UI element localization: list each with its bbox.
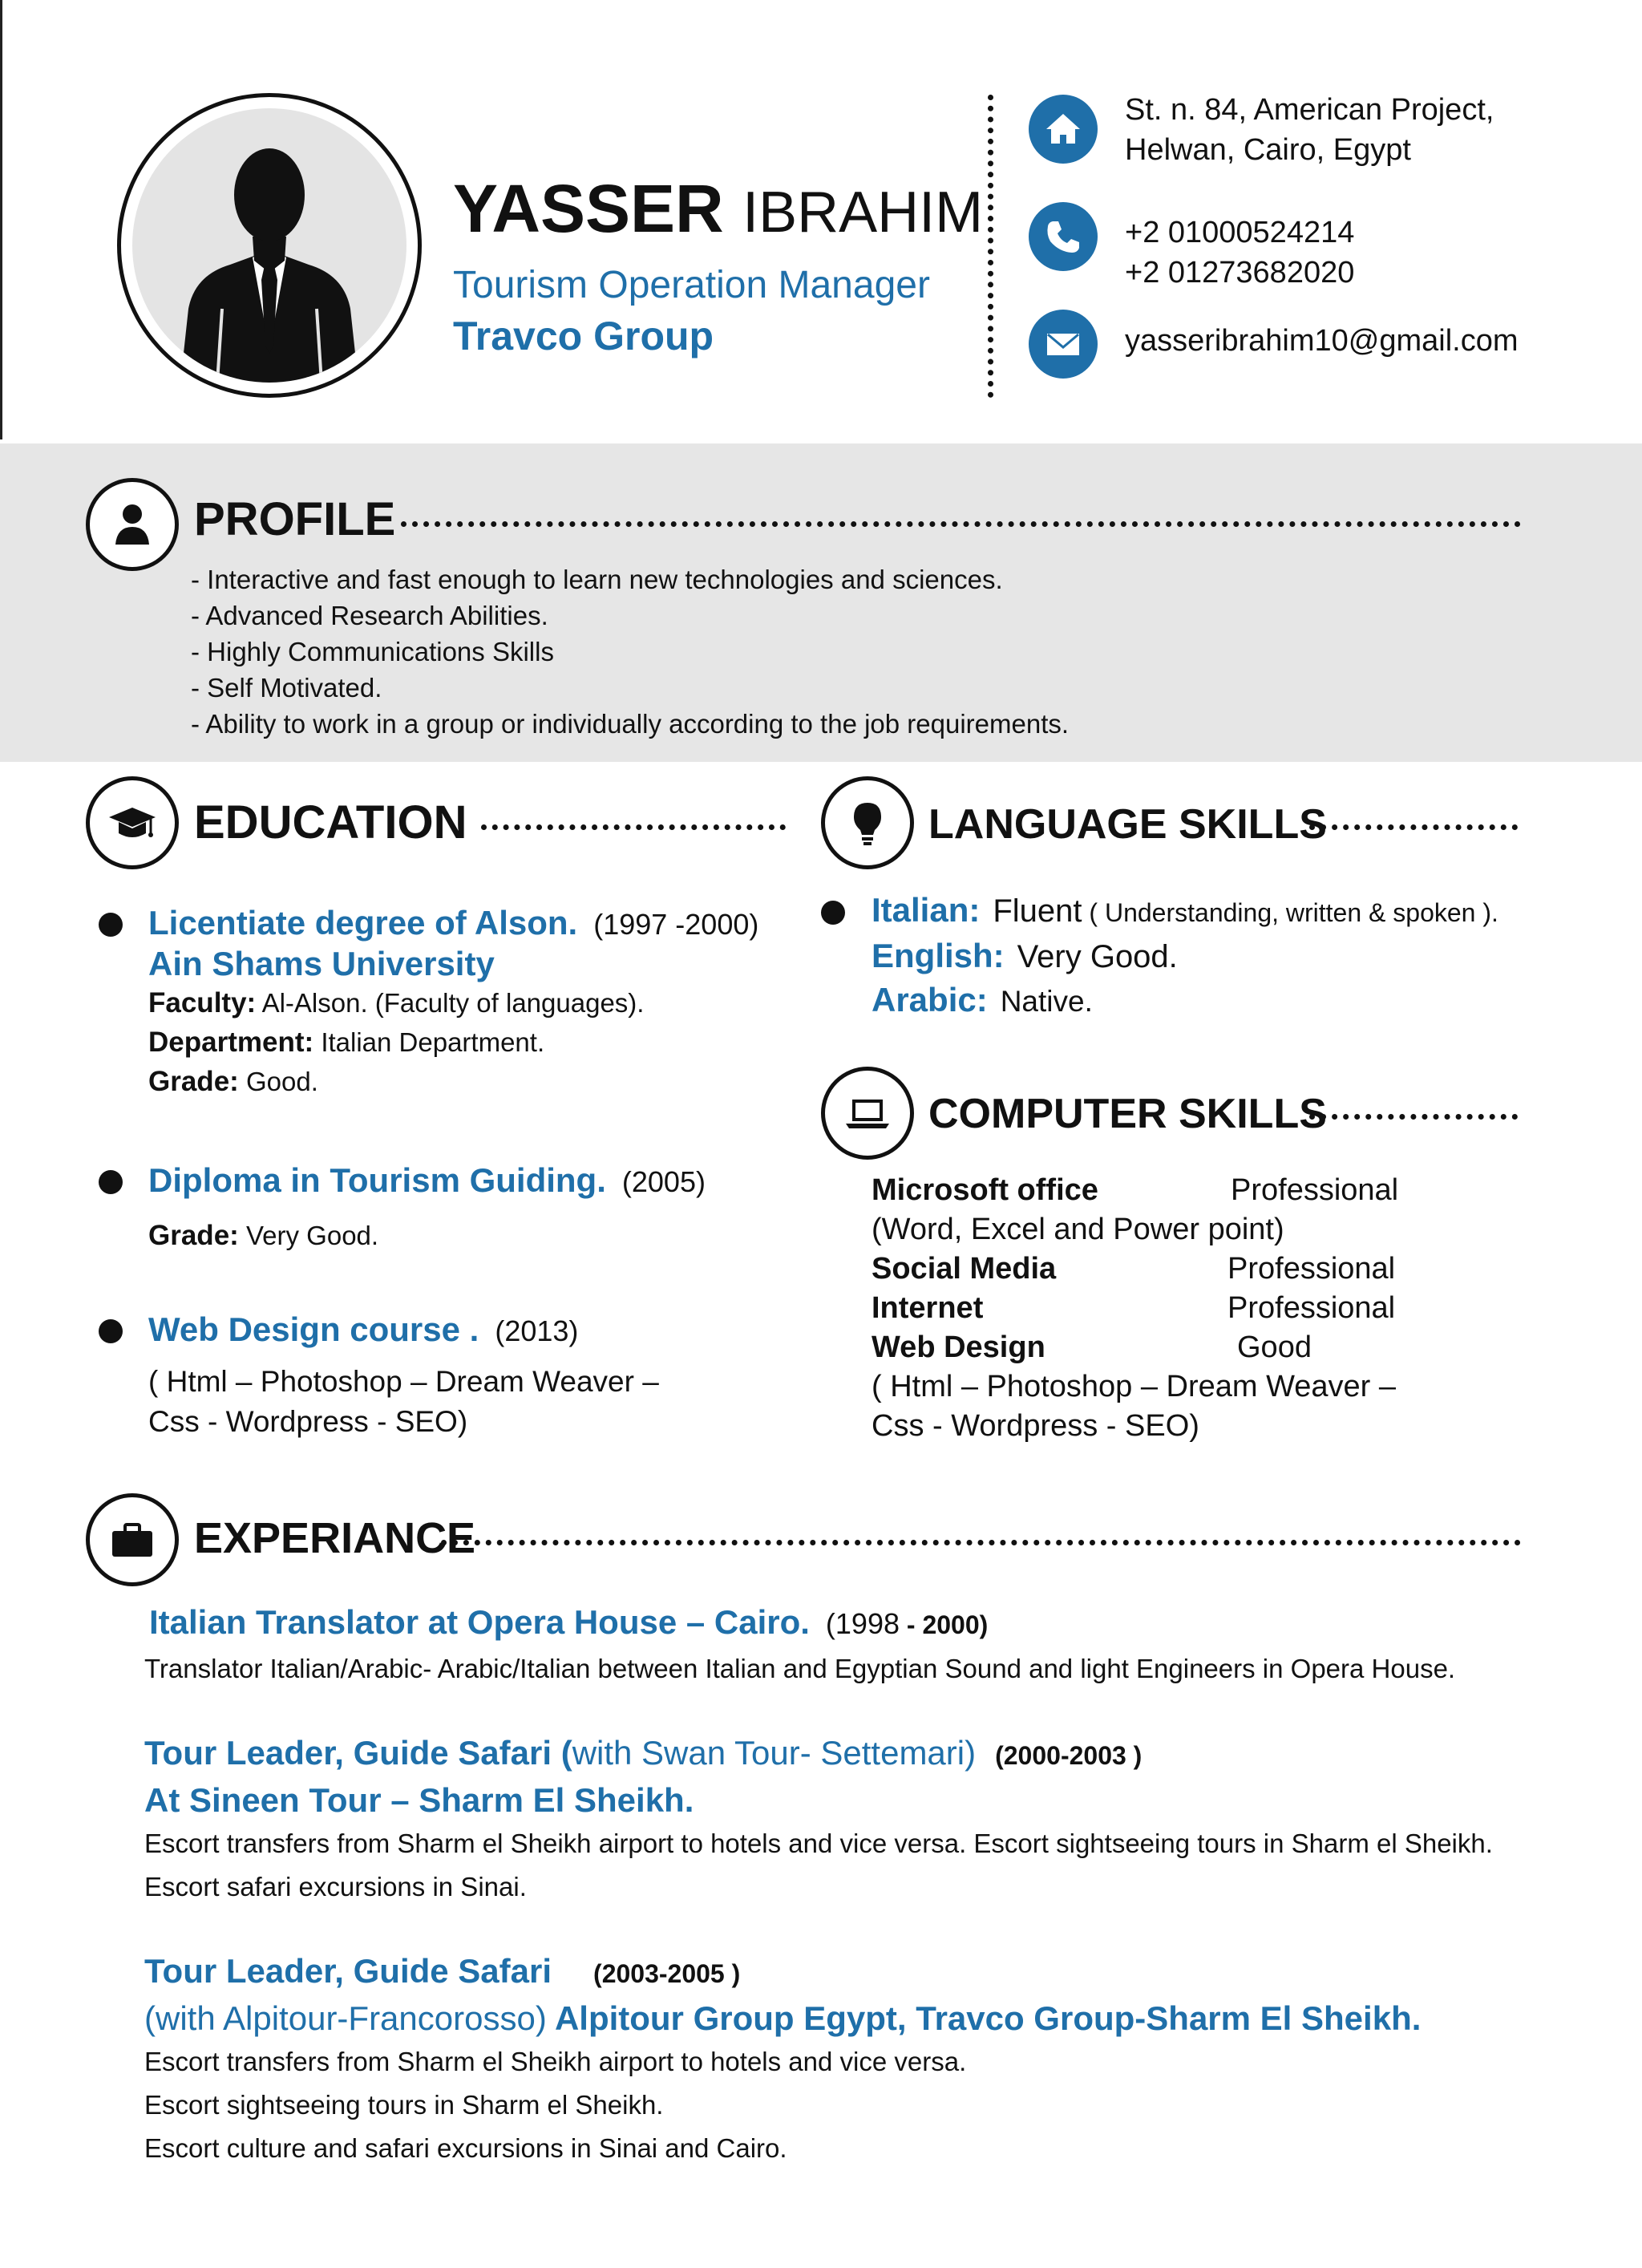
graduation-cap-icon	[86, 776, 179, 869]
education-grade: Grade: Good.	[148, 1066, 318, 1097]
computer-heading-dots	[1309, 1114, 1518, 1120]
computer-skills-heading: COMPUTER SKILLS	[928, 1091, 1327, 1137]
left-edge-line	[0, 0, 2, 439]
language-bullet	[821, 901, 845, 925]
profile-heading: PROFILE	[194, 493, 396, 545]
profile-item: - Interactive and fast enough to learn new technologies and sciences.	[191, 565, 1003, 594]
experience-role: Tour Leader, Guide Safari	[144, 1952, 552, 1990]
briefcase-icon	[86, 1493, 179, 1586]
experience-role-row: Italian Translator at Opera House – Cairo. (1998 - 2000)	[149, 1603, 989, 1641]
phone-1: +2 01000524214	[1125, 216, 1355, 249]
laptop-icon	[821, 1067, 914, 1160]
address-line-2: Helwan, Cairo, Egypt	[1125, 133, 1411, 167]
education-degree: Web Design course .	[148, 1310, 479, 1348]
education-grade: Grade: Very Good.	[148, 1220, 379, 1251]
education-detail-line: Css - Wordpress - SEO)	[148, 1405, 468, 1438]
phone-2: +2 01273682020	[1125, 256, 1355, 290]
education-detail-line: ( Html – Photoshop – Dream Weaver –	[148, 1365, 659, 1398]
company-name: Travco Group	[453, 314, 714, 358]
user-icon	[86, 478, 179, 571]
experience-role-row: Tour Leader, Guide Safari (with Swan Tour- Settemari) (2000-2003 )	[144, 1734, 1143, 1772]
skill-row: (Word, Excel and Power point)	[872, 1213, 1284, 1246]
experience-company: (with Alpitour-Francorosso) Alpitour Group Egypt, Travco Group-Sharm El Sheikh.	[144, 1999, 1422, 2037]
address	[1125, 90, 1494, 170]
education-degree: Licentiate degree of Alson.	[148, 904, 578, 942]
education-heading-dots	[481, 824, 786, 830]
profile-heading-dots	[401, 521, 1521, 527]
experience-desc: Translator Italian/Arabic- Arabic/Italian between Italian and Egyptian Sound and light Engineers in Opera House.	[144, 1654, 1456, 1683]
address-line-1: St. n. 84, American Project,	[1125, 93, 1494, 127]
experience-company: At Sineen Tour – Sharm El Sheikh.	[144, 1781, 694, 1819]
experience-desc: Escort transfers from Sharm el Sheikh airport to hotels and vice versa.	[144, 2047, 967, 2076]
experience-item	[144, 1600, 1456, 1691]
skill-row: Web Design Good	[872, 1330, 1312, 1364]
language-item: English: Very Good.	[872, 937, 1178, 974]
education-bullet	[99, 1319, 123, 1343]
first-name: YASSER	[453, 171, 724, 246]
education-years: (2005)	[621, 1165, 706, 1198]
profile-item: - Self Motivated.	[191, 673, 382, 703]
experience-desc: Escort transfers from Sharm el Sheikh airport to hotels and vice versa. Escort sightseeing tours in Sharm el Sheikh.	[144, 1829, 1493, 1858]
experience-desc: Escort culture and safari excursions in Sinai and Cairo.	[144, 2133, 787, 2163]
experience-role: Italian Translator at Opera House – Cairo.	[149, 1603, 810, 1641]
profile-list	[191, 561, 1069, 742]
profile-item: - Advanced Research Abilities.	[191, 601, 548, 630]
computer-skills-table	[872, 1171, 1398, 1446]
education-degree: Diploma in Tourism Guiding.	[148, 1161, 606, 1199]
last-name: IBRAHIM	[742, 180, 984, 245]
header-divider	[988, 95, 993, 398]
avatar	[132, 108, 406, 383]
experience-role: Tour Leader, Guide Safari (	[144, 1734, 572, 1772]
education-bullet	[99, 913, 123, 937]
businessman-silhouette-icon	[132, 108, 406, 383]
phone-numbers	[1125, 213, 1354, 293]
experience-item	[144, 1731, 1493, 1909]
profile-item: - Highly Communications Skills	[191, 637, 554, 666]
education-degree-row	[148, 1160, 706, 1201]
skill-detail-line: Css - Wordpress - SEO)	[872, 1409, 1199, 1443]
person-name	[453, 168, 983, 253]
education-item	[148, 1160, 706, 1255]
education-degree-row	[148, 903, 758, 944]
job-title: Tourism Operation Manager	[453, 264, 930, 306]
language-item: Italian: Fluent ( Understanding, written & spoken ).	[872, 891, 1498, 929]
language-skills-heading: LANGUAGE SKILLS	[928, 801, 1327, 848]
skill-row: Microsoft office Professional	[872, 1173, 1399, 1207]
education-school: Ain Shams University	[148, 945, 495, 982]
profile-item: - Ability to work in a group or individually according to the job requirements.	[191, 709, 1070, 739]
skill-detail-line: ( Html – Photoshop – Dream Weaver –	[872, 1370, 1397, 1403]
education-years: (1997 -2000)	[593, 908, 759, 941]
education-years: (2013)	[495, 1314, 579, 1347]
lightbulb-icon	[821, 776, 914, 869]
education-item	[148, 903, 758, 1101]
skill-row: Internet Professional	[872, 1291, 1396, 1325]
language-heading-dots	[1309, 824, 1518, 830]
experience-role-row: Tour Leader, Guide Safari (2003-2005 )	[144, 1952, 741, 1990]
education-degree-row	[148, 1310, 659, 1351]
experience-heading-dots	[441, 1540, 1521, 1545]
experience-desc: Escort safari excursions in Sinai.	[144, 1872, 527, 1901]
language-item: Arabic: Native.	[872, 981, 1093, 1019]
skill-row: Social Media Professional	[872, 1252, 1396, 1286]
experience-item	[144, 1949, 1421, 2170]
experience-heading: EXPERIANCE	[194, 1514, 476, 1562]
education-department: Department: Italian Department.	[148, 1027, 545, 1058]
language-list	[872, 889, 1498, 1023]
home-icon	[1029, 95, 1098, 164]
email[interactable]: yasseribrahim10@gmail.com	[1125, 324, 1519, 358]
experience-desc: Escort sightseeing tours in Sharm el Sheikh.	[144, 2090, 664, 2120]
phone-icon	[1029, 202, 1098, 271]
education-heading: EDUCATION	[194, 796, 467, 848]
education-item	[148, 1310, 659, 1442]
envelope-icon	[1029, 310, 1098, 379]
education-faculty: Faculty: Al-Alson. (Faculty of languages).	[148, 987, 645, 1019]
education-bullet	[99, 1170, 123, 1194]
